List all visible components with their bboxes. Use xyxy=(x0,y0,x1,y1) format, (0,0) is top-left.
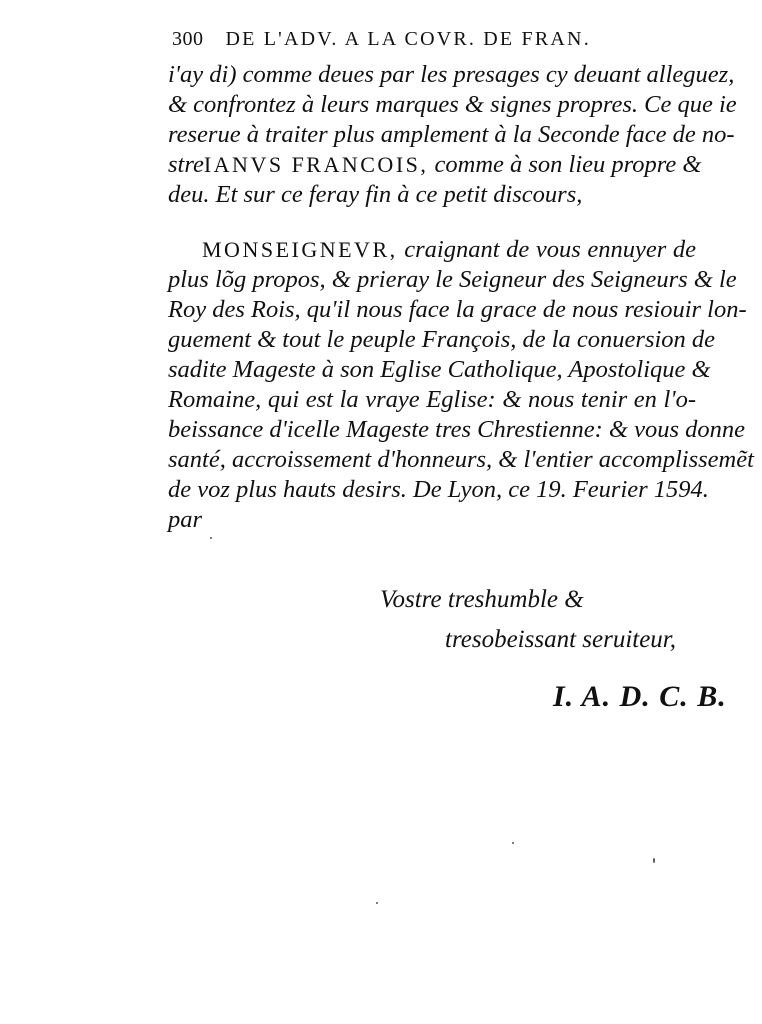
paper-speck xyxy=(376,902,378,904)
paper-speck xyxy=(210,537,212,539)
paragraph-2-line-3: Roy des Rois, qu'il nous face la grace de nous resiouir lon- xyxy=(168,296,747,323)
paper-speck xyxy=(512,842,514,844)
running-title: DE L'ADV. A LA COVR. DE FRAN. xyxy=(225,28,591,50)
page-number: 300 xyxy=(172,28,204,50)
paragraph-1-line-2: & confrontez à leurs marques & signes propres. Ce que ie xyxy=(168,91,737,118)
paragraph-2-line-7: beissance d'icelle Mageste tres Chrestienne: & vous donne xyxy=(168,416,745,443)
paragraph-1-line-5: deu. Et sur ce feray fin à ce petit discours, xyxy=(168,181,583,208)
signature-initials: I. A. D. C. B. xyxy=(553,680,727,713)
line-4-end: comme à son lieu propre & xyxy=(434,151,702,178)
paragraph-2-line-4: guement & tout le peuple François, de la conuersion de xyxy=(168,326,716,353)
paragraph-1-line-4 xyxy=(168,150,702,180)
paragraph-2-line-6: Romaine, qui est la vraye Eglise: & nous tenir en l'o- xyxy=(168,386,696,413)
closing-line-2: tresobeissant seruiteur, xyxy=(445,626,677,653)
paragraph-2-line-1 xyxy=(202,235,696,265)
paragraph-2-line-8: santé, accroissement d'honneurs, & l'entier accomplissemẽt xyxy=(168,446,754,473)
janus-francois-title: IANVS FRANCOIS, xyxy=(203,152,429,177)
paragraph-2-line-10: par xyxy=(168,506,203,533)
paragraph-1-line-3: reserue à traiter plus amplement à la Seconde face de no- xyxy=(168,121,735,148)
paragraph-2-line-2: plus lõg propos, & prieray le Seigneur des Seigneurs & le xyxy=(168,266,737,293)
closing-line-1: Vostre treshumble & xyxy=(380,586,584,613)
line-1-rest: craignant de vous ennuyer de xyxy=(404,236,696,263)
salutation-monseigneur: MONSEIGNEVR, xyxy=(202,237,398,262)
paragraph-2-line-5: sadite Mageste à son Eglise Catholique, Apostolique & xyxy=(168,356,711,383)
paragraph-1-line-1: i'ay di) comme deues par les presages cy deuant alleguez, xyxy=(168,61,735,88)
paper-speck xyxy=(653,858,655,863)
running-header xyxy=(172,28,712,51)
paragraph-2-line-9: de voz plus hauts desirs. De Lyon, ce 19. Feurier 1594. xyxy=(168,476,709,503)
line-4-start: stre xyxy=(168,151,204,178)
